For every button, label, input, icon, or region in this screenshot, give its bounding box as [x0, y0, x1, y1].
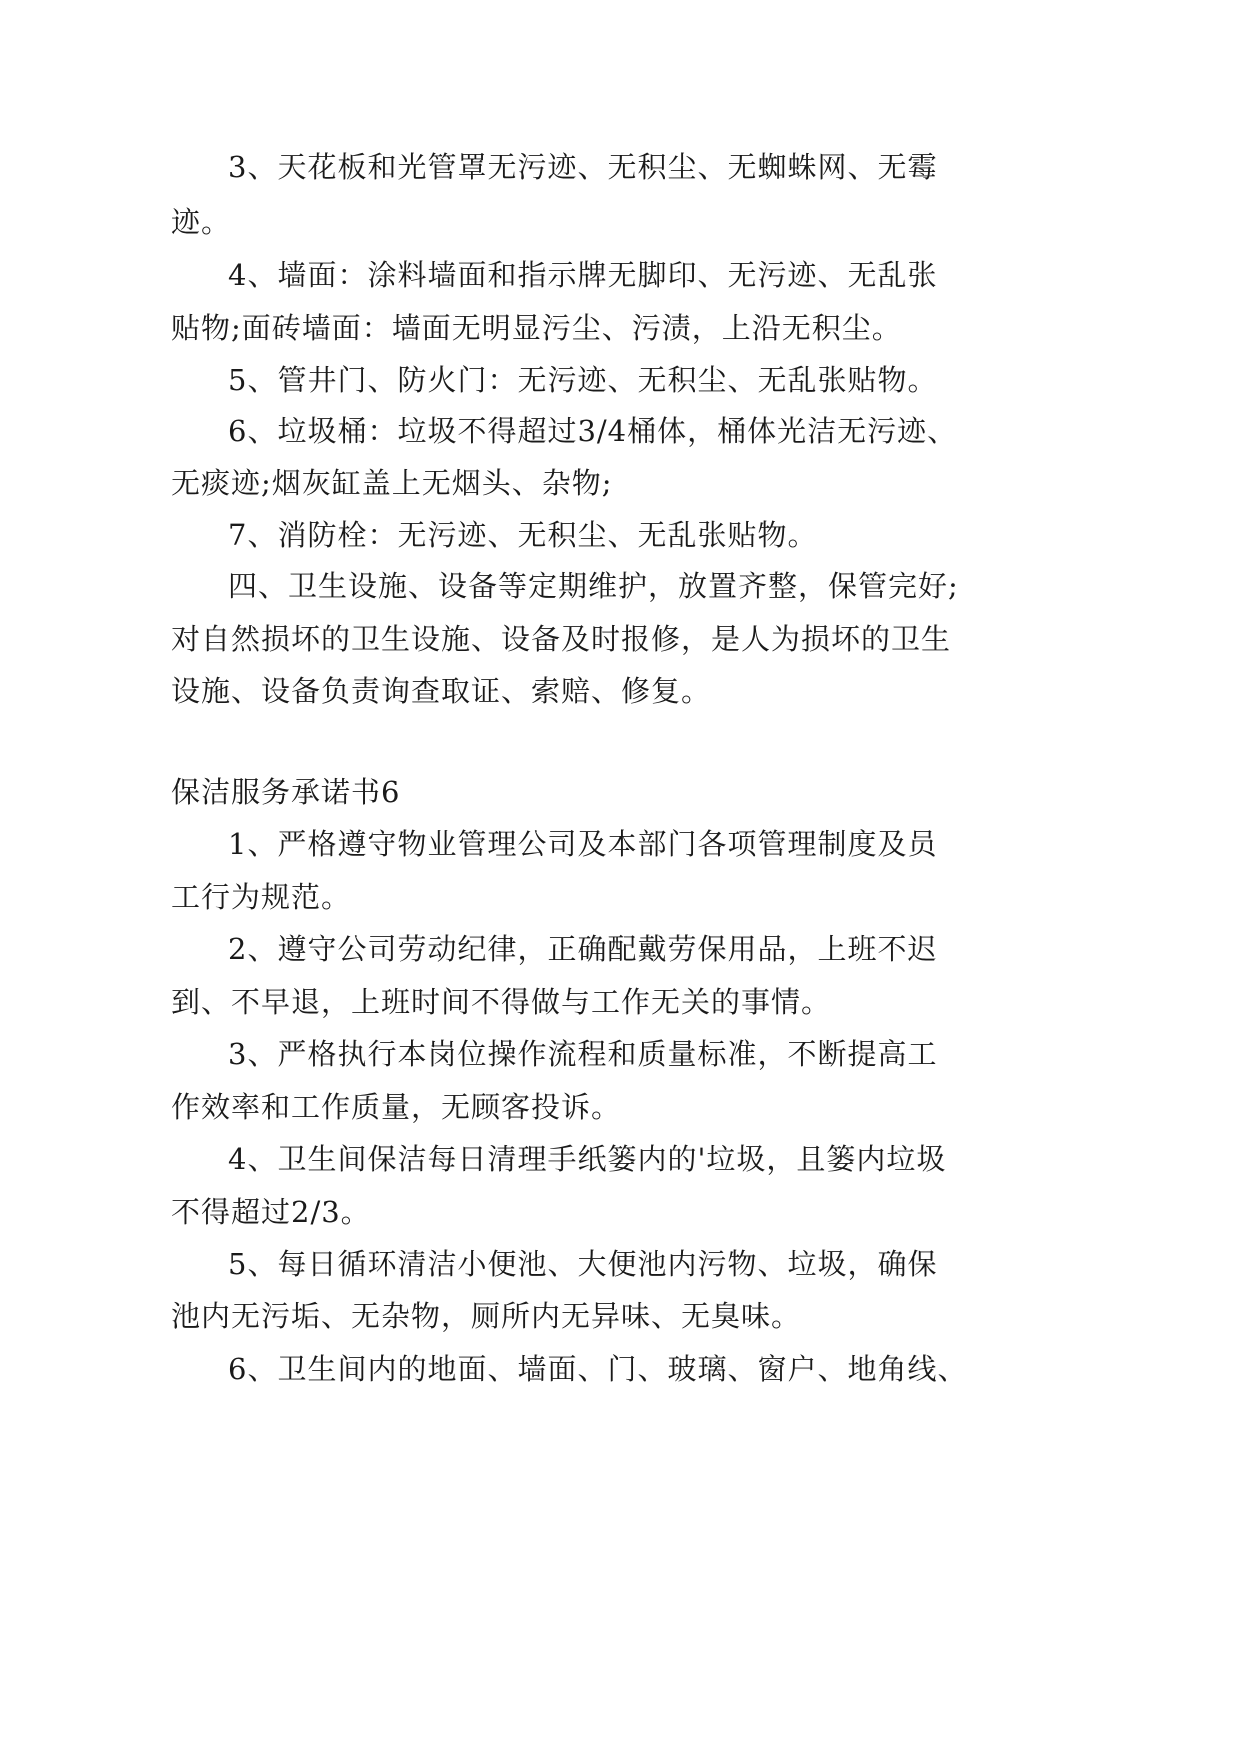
text-line: 4、墙面：涂料墙面和指示牌无脚印、无污迹、无乱张 — [228, 258, 938, 292]
text-line: 四、卫生设施、设备等定期维护，放置齐整，保管完好; — [228, 569, 959, 603]
text-line: 到、不早退，上班时间不得做与工作无关的事情。 — [171, 985, 832, 1019]
text-line: 7、消防栓：无污迹、无积尘、无乱张贴物。 — [228, 518, 818, 552]
text-line: 贴物;面砖墙面：墙面无明显污尘、污渍，上沿无积尘。 — [171, 311, 902, 345]
text-line: 5、管井门、防火门：无污迹、无积尘、无乱张贴物。 — [228, 363, 938, 397]
text-line: 无痰迹;烟灰缸盖上无烟头、杂物; — [171, 466, 613, 500]
text-line: 池内无污垢、无杂物，厕所内无异味、无臭味。 — [171, 1299, 802, 1333]
text-line: 4、卫生间保洁每日清理手纸篓内的'垃圾，且篓内垃圾 — [228, 1142, 947, 1176]
text-line: 工行为规范。 — [171, 880, 352, 914]
text-line: 不得超过2/3。 — [171, 1195, 371, 1229]
text-line: 3、严格执行本岗位操作流程和质量标准，不断提高工 — [228, 1037, 938, 1071]
text-line: 5、每日循环清洁小便池、大便池内污物、垃圾，确保 — [228, 1247, 938, 1281]
text-line: 作效率和工作质量，无顾客投诉。 — [171, 1090, 622, 1124]
text-line: 设施、设备负责询查取证、索赔、修复。 — [171, 674, 712, 708]
section-heading: 保洁服务承诺书6 — [171, 775, 401, 809]
text-line: 对自然损坏的卫生设施、设备及时报修，是人为损坏的卫生 — [171, 622, 952, 656]
text-line: 2、遵守公司劳动纪律，正确配戴劳保用品，上班不迟 — [228, 932, 938, 966]
text-line: 6、卫生间内的地面、墙面、门、玻璃、窗户、地角线、 — [228, 1352, 968, 1386]
text-line: 3、天花板和光管罩无污迹、无积尘、无蜘蛛网、无霉 — [228, 150, 938, 184]
text-line: 6、垃圾桶：垃圾不得超过3/4桶体，桶体光洁无污迹、 — [228, 414, 958, 448]
text-line: 迹。 — [171, 205, 232, 239]
text-line: 1、严格遵守物业管理公司及本部门各项管理制度及员 — [228, 827, 938, 861]
